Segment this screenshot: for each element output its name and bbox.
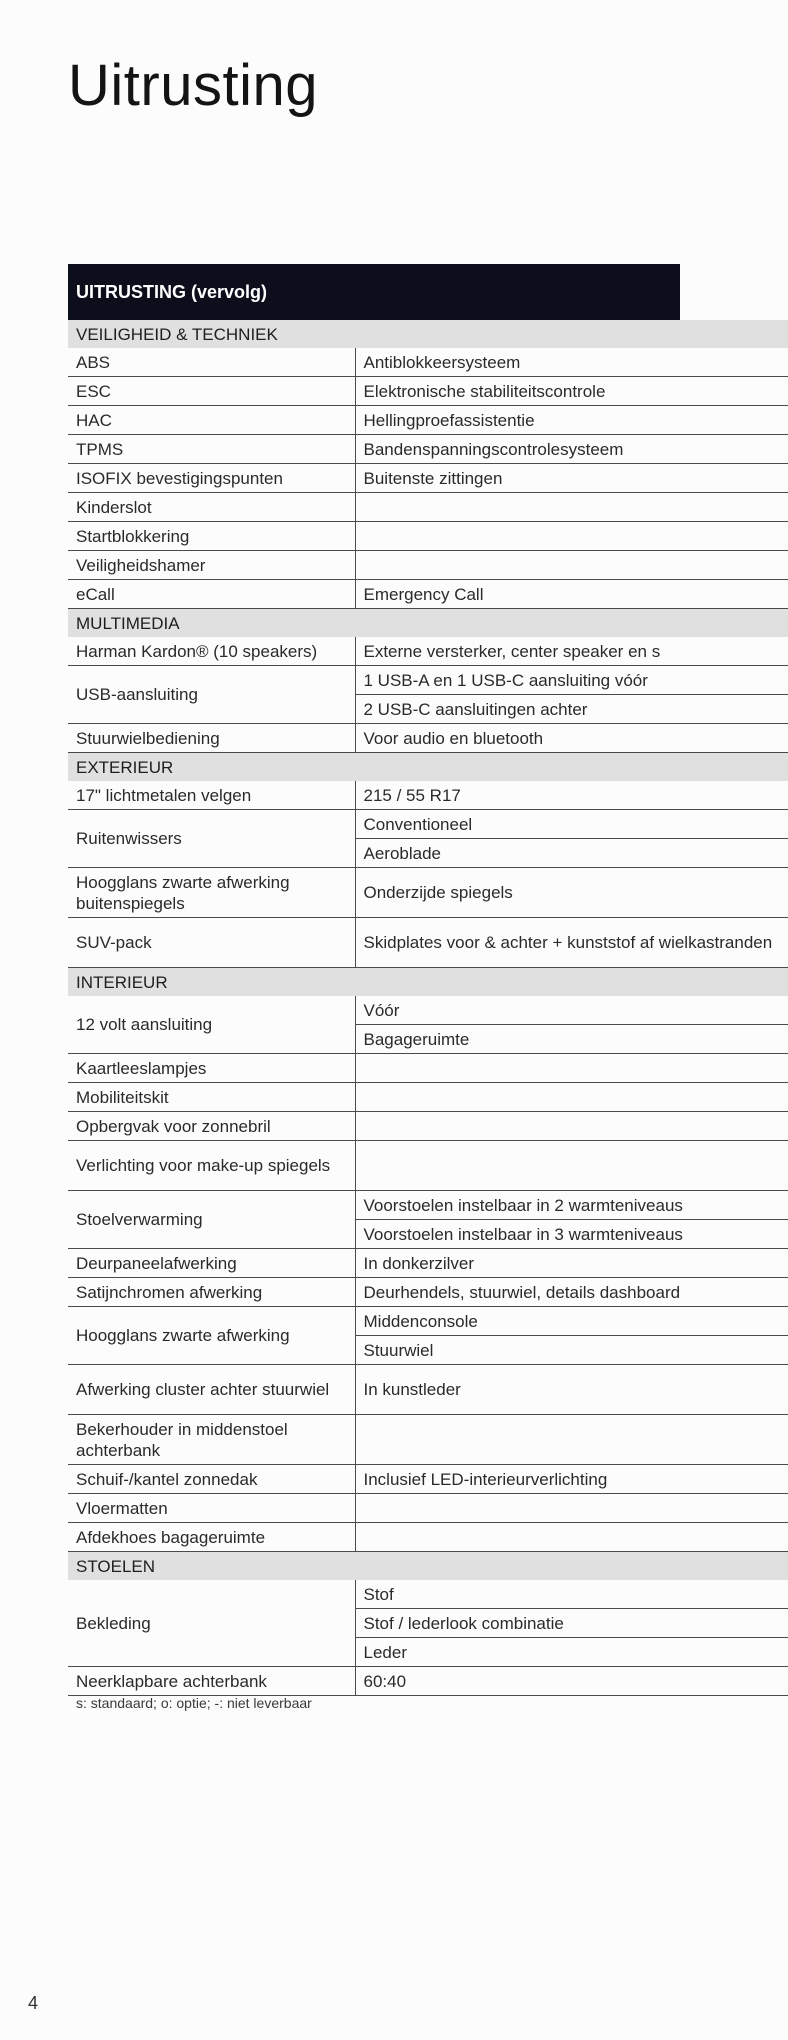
feature-value: Leder (355, 1638, 788, 1667)
feature-value (355, 1415, 788, 1465)
feature-label: HAC (68, 406, 355, 435)
feature-value: Voor audio en bluetooth (355, 724, 788, 753)
feature-value: Stof / lederlook combinatie (355, 1609, 788, 1638)
feature-label: USB-aansluiting (68, 666, 355, 724)
feature-value (355, 1523, 788, 1552)
page-title: Uitrusting (68, 53, 318, 118)
table-row (68, 1365, 788, 1415)
feature-value: Vóór (355, 996, 788, 1025)
feature-value: In donkerzilver (355, 1249, 788, 1278)
feature-value: Voorstoelen instelbaar in 3 warmteniveaus (355, 1220, 788, 1249)
feature-label: Ruitenwissers (68, 810, 355, 868)
table-row (68, 810, 788, 839)
table-row (68, 1523, 788, 1552)
table-row (68, 1112, 788, 1141)
feature-value (355, 493, 788, 522)
feature-label: Mobiliteitskit (68, 1083, 355, 1112)
table-row (68, 1307, 788, 1336)
feature-label: SUV-pack (68, 918, 355, 968)
table-row (68, 1054, 788, 1083)
equipment-table (68, 264, 773, 1696)
feature-label: Hoogglans zwarte afwerking buitenspiegels (68, 868, 355, 918)
feature-value: Voorstoelen instelbaar in 2 warmteniveaus (355, 1191, 788, 1220)
feature-value: 215 / 55 R17 (355, 781, 788, 810)
feature-label: ISOFIX bevestigingspunten (68, 464, 355, 493)
feature-value (355, 551, 788, 580)
feature-value: Inclusief LED-interieurverlichting (355, 1465, 788, 1494)
table-row (68, 1191, 788, 1220)
section-title: STOELEN (68, 1552, 788, 1581)
feature-value (355, 1494, 788, 1523)
table-row (68, 406, 788, 435)
table-row (68, 1249, 788, 1278)
feature-label: ESC (68, 377, 355, 406)
section-row (68, 968, 788, 997)
table-row (68, 637, 788, 666)
feature-label: eCall (68, 580, 355, 609)
page-number: 4 (28, 1993, 39, 2013)
table-row (68, 724, 788, 753)
table-header: UITRUSTING (vervolg) (68, 264, 680, 320)
feature-value: Emergency Call (355, 580, 788, 609)
table-row (68, 1667, 788, 1696)
feature-label: Bekleding (68, 1580, 355, 1667)
feature-value: In kunstleder (355, 1365, 788, 1415)
feature-value: Buitenste zittingen (355, 464, 788, 493)
feature-label: Harman Kardon® (10 speakers) (68, 637, 355, 666)
table-row (68, 1141, 788, 1191)
feature-label: Verlichting voor make-up spiegels (68, 1141, 355, 1191)
feature-label: Kaartleeslampjes (68, 1054, 355, 1083)
feature-value: Externe versterker, center speaker en s (355, 637, 788, 666)
feature-value: 2 USB-C aansluitingen achter (355, 695, 788, 724)
table-row (68, 551, 788, 580)
feature-label: Vloermatten (68, 1494, 355, 1523)
feature-label: Startblokkering (68, 522, 355, 551)
feature-label: Afdekhoes bagageruimte (68, 1523, 355, 1552)
table-row (68, 522, 788, 551)
feature-value: Antiblokkeersysteem (355, 348, 788, 377)
feature-value: Elektronische stabiliteitscontrole (355, 377, 788, 406)
feature-value: Conventioneel (355, 810, 788, 839)
feature-label: Satijnchromen afwerking (68, 1278, 355, 1307)
feature-label: 17" lichtmetalen velgen (68, 781, 355, 810)
feature-value: Hellingproefassistentie (355, 406, 788, 435)
feature-label: Deurpaneelafwerking (68, 1249, 355, 1278)
table-row (68, 1580, 788, 1609)
feature-label: Bekerhouder in middenstoel achterbank (68, 1415, 355, 1465)
feature-value: Bandenspanningscontrolesysteem (355, 435, 788, 464)
feature-value: Onderzijde spiegels (355, 868, 788, 918)
table-row (68, 996, 788, 1025)
equipment-grid (68, 320, 788, 1696)
feature-value: Middenconsole (355, 1307, 788, 1336)
feature-label: ABS (68, 348, 355, 377)
section-row (68, 320, 788, 348)
feature-value: Stuurwiel (355, 1336, 788, 1365)
feature-value: Deurhendels, stuurwiel, details dashboard (355, 1278, 788, 1307)
section-row (68, 609, 788, 638)
feature-value (355, 1083, 788, 1112)
feature-label: TPMS (68, 435, 355, 464)
section-title: VEILIGHEID & TECHNIEK (68, 320, 788, 348)
table-row (68, 1465, 788, 1494)
feature-value: Aeroblade (355, 839, 788, 868)
feature-label: Opbergvak voor zonnebril (68, 1112, 355, 1141)
feature-value: 1 USB-A en 1 USB-C aansluiting vóór (355, 666, 788, 695)
table-row (68, 1278, 788, 1307)
table-row (68, 464, 788, 493)
feature-value: Stof (355, 1580, 788, 1609)
table-row (68, 1494, 788, 1523)
section-row (68, 753, 788, 782)
feature-label: Stoelverwarming (68, 1191, 355, 1249)
feature-label: Hoogglans zwarte afwerking (68, 1307, 355, 1365)
feature-value (355, 1112, 788, 1141)
table-row (68, 918, 788, 968)
table-row (68, 377, 788, 406)
table-row (68, 493, 788, 522)
feature-label: Kinderslot (68, 493, 355, 522)
section-title: INTERIEUR (68, 968, 788, 997)
table-row (68, 781, 788, 810)
feature-value: Skidplates voor & achter + kunststof af wielkastranden (355, 918, 788, 968)
feature-label: Schuif-/kantel zonnedak (68, 1465, 355, 1494)
footnote: s: standaard; o: optie; -: niet leverbaar (76, 1695, 312, 1711)
feature-label: Veiligheidshamer (68, 551, 355, 580)
table-row (68, 1415, 788, 1465)
feature-value: 60:40 (355, 1667, 788, 1696)
feature-value (355, 522, 788, 551)
section-title: EXTERIEUR (68, 753, 788, 782)
table-row (68, 580, 788, 609)
feature-label: Neerklapbare achterbank (68, 1667, 355, 1696)
feature-label: 12 volt aansluiting (68, 996, 355, 1054)
feature-label: Stuurwielbediening (68, 724, 355, 753)
feature-value (355, 1141, 788, 1191)
section-title: MULTIMEDIA (68, 609, 788, 638)
table-row (68, 435, 788, 464)
table-row (68, 1083, 788, 1112)
section-row (68, 1552, 788, 1581)
table-row (68, 868, 788, 918)
feature-value: Bagageruimte (355, 1025, 788, 1054)
table-row (68, 348, 788, 377)
table-row (68, 666, 788, 695)
feature-label: Afwerking cluster achter stuurwiel (68, 1365, 355, 1415)
feature-value (355, 1054, 788, 1083)
